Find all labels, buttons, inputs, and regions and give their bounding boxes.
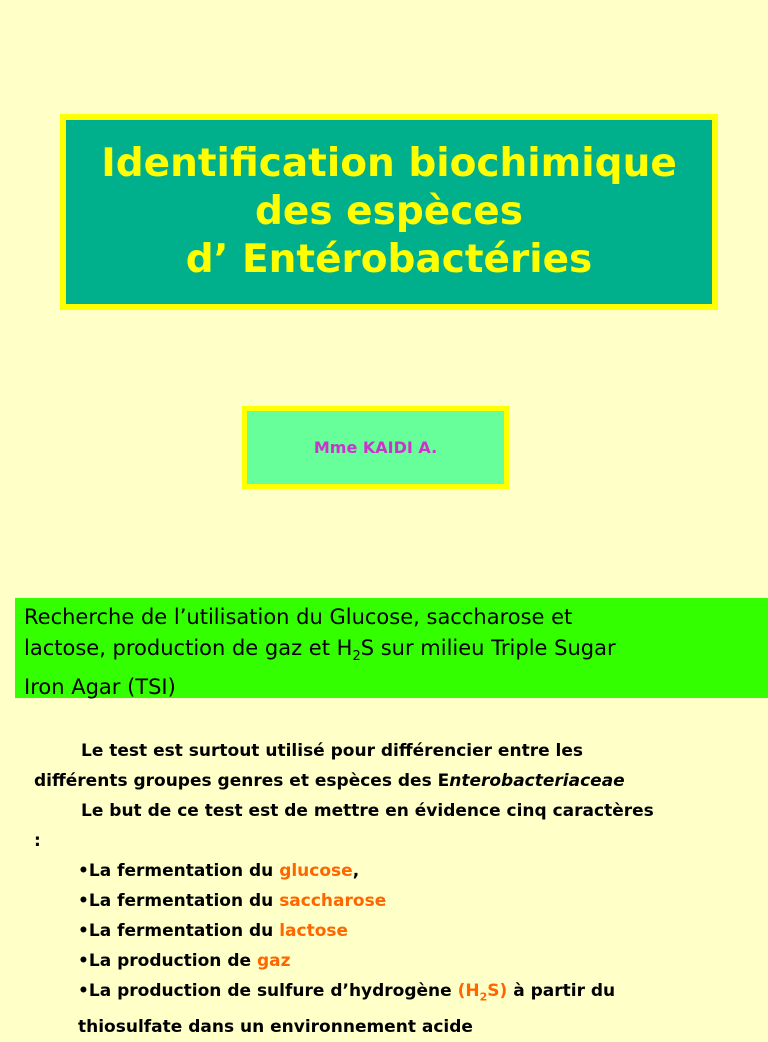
- bullet-item-h2s: [34, 976, 754, 1012]
- section-text-b: S sur milieu Triple Sugar: [360, 636, 616, 660]
- paragraph-1-line-2: [34, 766, 754, 796]
- bullet-item: [34, 856, 754, 886]
- bullet-item: [34, 916, 754, 946]
- title-line-1: Identification biochimique: [101, 141, 677, 186]
- bullet-text: •La fermentation du: [78, 891, 280, 911]
- enterobacteriaceae-text: nterobacteriaceae: [449, 771, 625, 791]
- bullet-highlight: gaz: [256, 951, 291, 971]
- bullet-highlight: saccharose: [279, 891, 387, 911]
- bullet-text: •La fermentation du: [78, 861, 280, 881]
- section-line-3: Iron Agar (TSI): [24, 675, 176, 700]
- title-box: [60, 114, 718, 310]
- bullet-text: •La production de: [78, 951, 257, 971]
- section-subscript: 2: [352, 649, 361, 665]
- section-line-1: Recherche de l’utilisation du Glucose, saccharose et: [24, 605, 573, 629]
- h2s-highlight: [457, 981, 508, 1004]
- author-name: Mme KAIDI A.: [313, 438, 438, 457]
- paragraph-2-line-1: Le but de ce test est de mettre en évidence cinq caractères: [81, 801, 654, 821]
- h2s-text-a: (H: [457, 981, 480, 1001]
- bullet-highlight: glucose: [279, 861, 353, 881]
- paragraph-2-line-2: :: [34, 831, 41, 851]
- h2s-text-b: S): [487, 981, 508, 1001]
- title-line-3: d’ Entérobactéries: [185, 237, 593, 282]
- bullet-suffix: ,: [352, 861, 360, 881]
- title-line-2: des espèces: [255, 189, 523, 234]
- author-box: [242, 406, 509, 489]
- bullet-item: [34, 886, 754, 916]
- bullet-text: •La fermentation du: [78, 921, 280, 941]
- paragraph-1-line-1: Le test est surtout utilisé pour différencier entre les: [81, 741, 583, 761]
- section-line-2: [24, 633, 760, 672]
- body-text: [34, 736, 754, 1042]
- section-text-a: lactose, production de gaz et H: [24, 636, 353, 660]
- bullet-suffix: à partir du: [507, 981, 616, 1001]
- bullet-text: •La production de sulfure d’hydrogène: [78, 981, 458, 1001]
- bullet-item: [34, 946, 754, 976]
- paragraph-1-text: différents groupes genres et espèces des E: [34, 771, 450, 791]
- h2s-subscript: 2: [479, 990, 488, 1004]
- bullet-item-h2s-line-2: thiosulfate dans un environnement acide: [78, 1017, 473, 1038]
- bullet-highlight: lactose: [279, 921, 349, 941]
- section-heading: [15, 598, 768, 698]
